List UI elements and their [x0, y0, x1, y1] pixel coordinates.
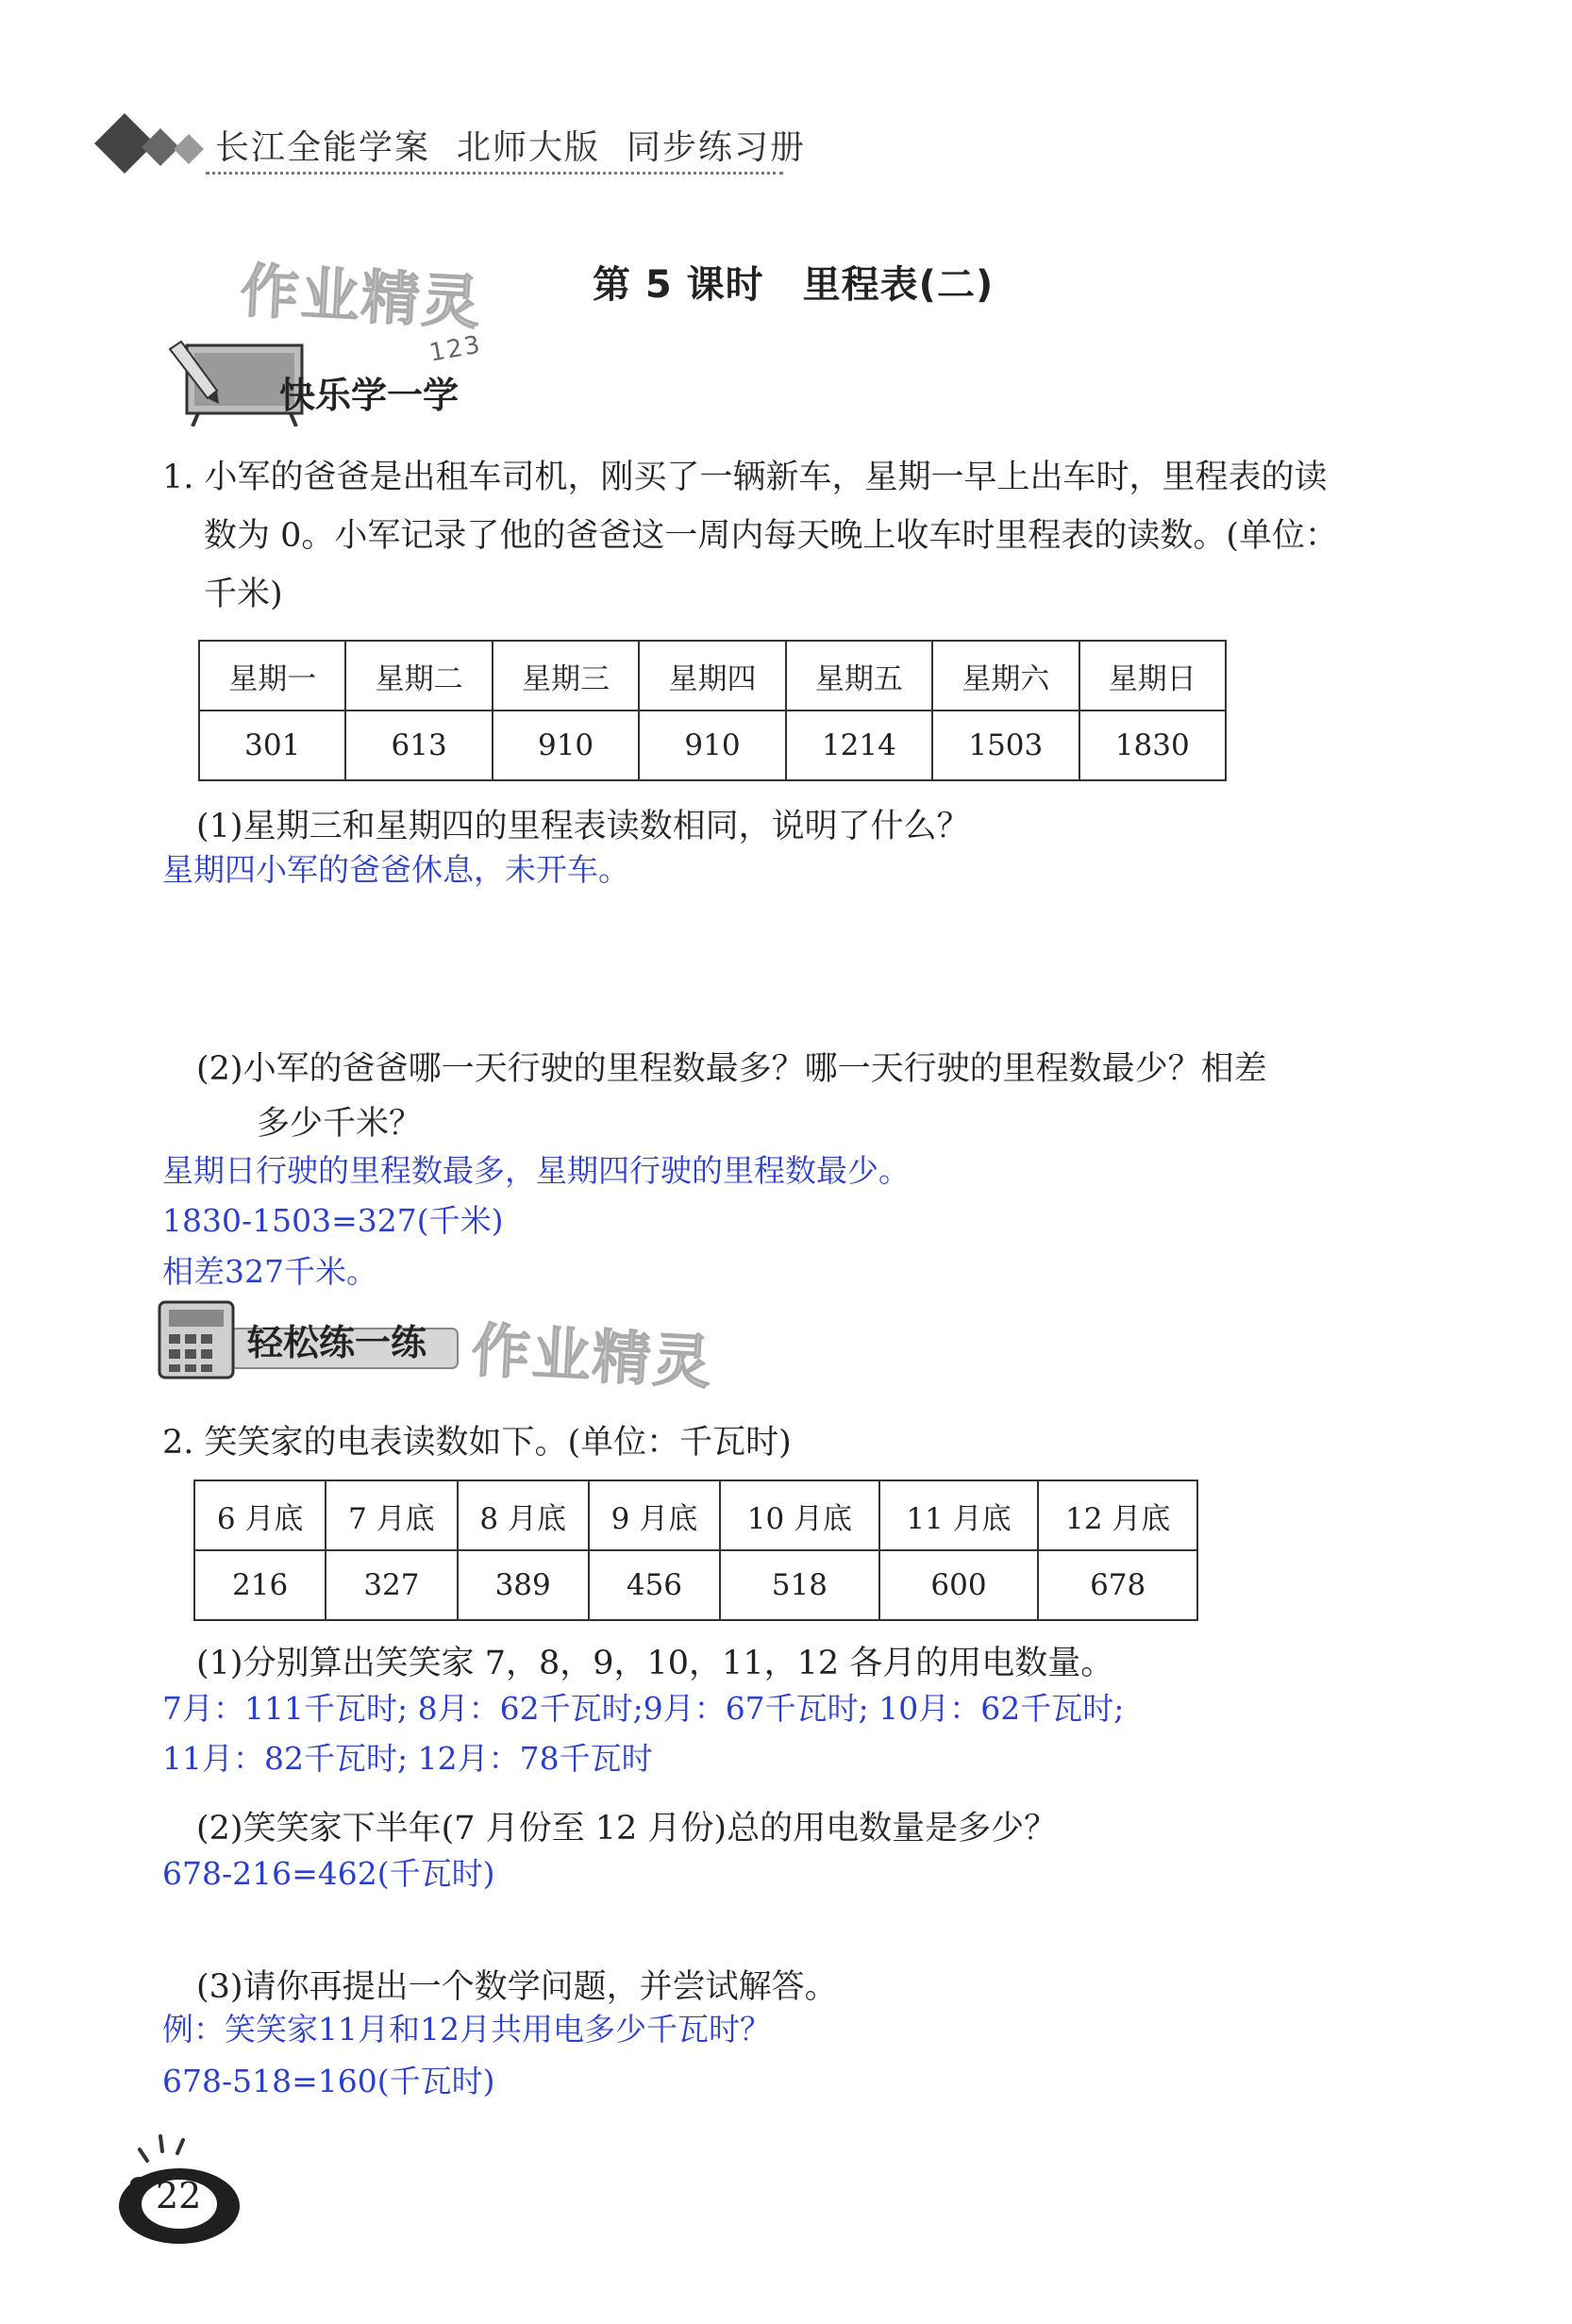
- table-cell: 216: [194, 1550, 326, 1620]
- page-number: 22: [156, 2175, 202, 2216]
- question-1: [162, 448, 1464, 624]
- table-header-cell: 12 月底: [1038, 1480, 1197, 1550]
- table-header-row: [199, 641, 1226, 711]
- header-edition: 北师大版: [457, 128, 601, 167]
- answer-2-1: 11月：82千瓦时; 12月：78千瓦时: [162, 1740, 653, 1777]
- section-label-learn: 快乐学一学: [279, 375, 460, 416]
- question-1-sub-2: (2)小军的爸爸哪一天行驶的里程数最多？哪一天行驶的里程数最少？相差: [196, 1050, 1267, 1088]
- table-header-cell: 星期日: [1079, 641, 1226, 711]
- table-header-cell: 10 月底: [720, 1480, 879, 1550]
- table-row: [194, 1550, 1197, 1620]
- answer-1-2: 1830-1503=327(千米): [162, 1202, 504, 1239]
- watermark: 作业精灵: [470, 1315, 715, 1397]
- table-cell: 1503: [932, 711, 1079, 780]
- header-title: [215, 121, 832, 169]
- question-2-sub-3: (3)请你再提出一个数学问题，并尝试解答。: [196, 1968, 838, 2006]
- table-header-cell: 星期二: [345, 641, 492, 711]
- section-deco-numbers: 123: [426, 330, 484, 368]
- question-1-sub-2: 多少千米？: [257, 1105, 423, 1143]
- table-cell: 1214: [786, 711, 932, 780]
- table-cell: 910: [493, 711, 639, 780]
- question-2-sub-1: (1)分别算出笑笑家 7，8，9，10，11，12 各月的用电数量。: [196, 1645, 1114, 1682]
- table-header-row: [194, 1480, 1197, 1550]
- answer-1-1: 星期四小军的爸爸休息，未开车。: [162, 851, 629, 888]
- table-cell: 1830: [1079, 711, 1226, 780]
- header-book: 同步练习册: [627, 128, 807, 167]
- table-header-cell: 7 月底: [326, 1480, 457, 1550]
- answer-1-2: 相差327千米。: [162, 1253, 377, 1290]
- answer-2-3: 例：笑笑家11月和12月共用电多少千瓦时？: [162, 2011, 771, 2048]
- table-cell: 678: [1038, 1550, 1197, 1620]
- table-header-cell: 星期四: [639, 641, 785, 711]
- table-header-cell: 星期五: [786, 641, 932, 711]
- table-cell: 327: [326, 1550, 457, 1620]
- table-cell: 613: [345, 711, 492, 780]
- header-dotted-rule: [206, 172, 783, 175]
- answer-1-2: 星期日行驶的里程数最多，星期四行驶的里程数最少。: [162, 1152, 910, 1189]
- table-cell: 910: [639, 711, 785, 780]
- table-header-cell: 9 月底: [589, 1480, 720, 1550]
- table-header-cell: 星期三: [493, 641, 639, 711]
- header-series: 长江全能学案: [215, 128, 431, 167]
- table-cell: 301: [199, 711, 345, 780]
- question-1-sub-1: (1)星期三和星期四的里程表读数相同，说明了什么？: [196, 808, 970, 845]
- section-label-practice: 轻松练一练: [247, 1322, 427, 1363]
- watermark: 作业精灵: [239, 256, 484, 338]
- table-cell: 389: [458, 1550, 589, 1620]
- table-row: [199, 711, 1226, 780]
- answer-2-3: 678-518=160(千瓦时): [162, 2063, 495, 2099]
- table-header-cell: 星期六: [932, 641, 1079, 711]
- table-header-cell: 8 月底: [458, 1480, 589, 1550]
- question-1-line: 千米): [204, 576, 283, 613]
- table-header-cell: 11 月底: [879, 1480, 1039, 1550]
- table-header-cell: 6 月底: [194, 1480, 326, 1550]
- table-cell: 600: [879, 1550, 1039, 1620]
- header-diamond-logo: [87, 106, 219, 181]
- odometer-table: [198, 640, 1227, 781]
- answer-2-2: 678-216=462(千瓦时): [162, 1855, 495, 1892]
- question-2-sub-2: (2)笑笑家下半年(7 月份至 12 月份)总的用电数量是多少？: [196, 1810, 1058, 1847]
- table-cell: 456: [589, 1550, 720, 1620]
- lesson-title: 第 5 课时 里程表(二): [593, 263, 995, 307]
- question-1-line: 1. 小军的爸爸是出租车司机，刚买了一辆新车，星期一早上出车时，里程表的读: [162, 459, 1328, 496]
- question-2: 2. 笑笑家的电表读数如下。(单位：千瓦时): [162, 1424, 792, 1462]
- question-1-line: 数为 0。小军记录了他的爸爸这一周内每天晚上收车时里程表的读数。(单位：: [204, 517, 1339, 555]
- table-header-cell: 星期一: [199, 641, 345, 711]
- table-cell: 518: [720, 1550, 879, 1620]
- answer-2-1: 7月：111千瓦时; 8月：62千瓦时;9月：67千瓦时; 10月：62千瓦时;: [162, 1690, 1125, 1727]
- meter-table: [193, 1480, 1198, 1621]
